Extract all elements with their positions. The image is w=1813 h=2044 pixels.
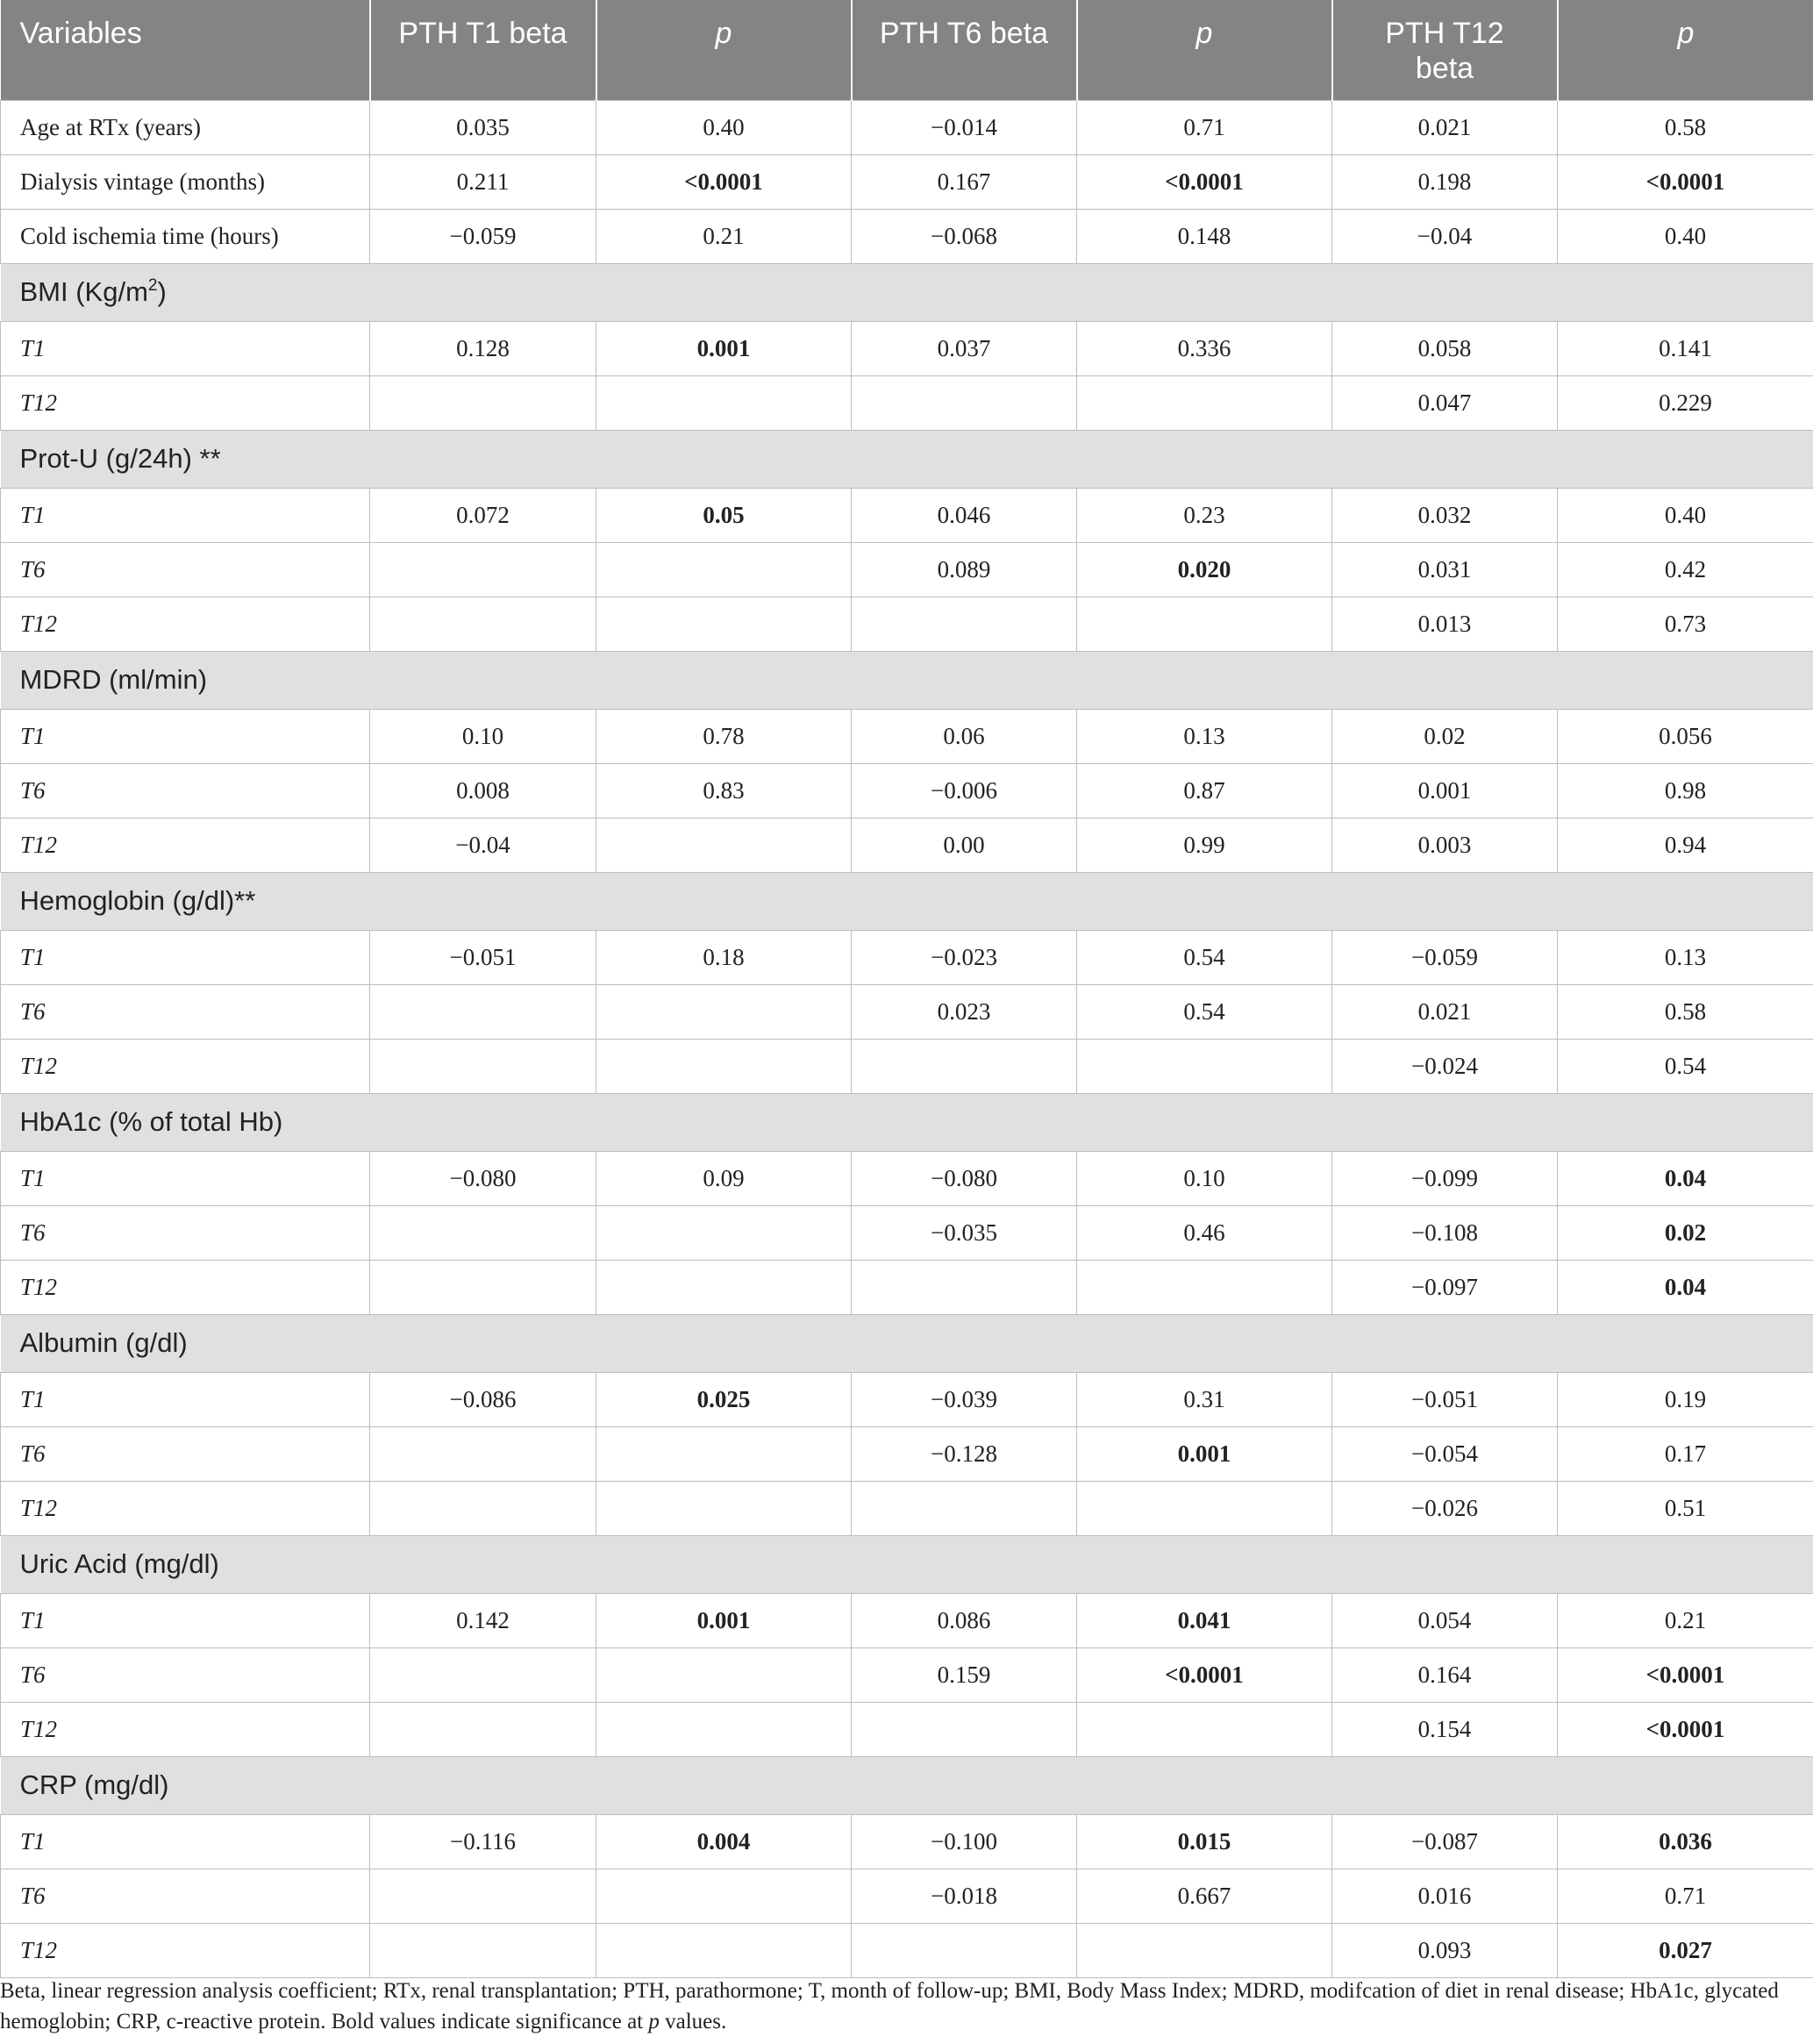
cell-t12-beta: −0.099 [1332,1151,1558,1205]
cell-t12-p: 0.19 [1558,1372,1813,1426]
cell-t1-p: 0.18 [596,930,852,984]
header-variables: Variables [1,0,370,100]
cell-t12-beta: 0.021 [1332,984,1558,1039]
cell-t6-p [1077,1039,1332,1093]
group-title: Hemoglobin (g/dl)** [1,872,1813,930]
group-title: Uric Acid (mg/dl) [1,1535,1813,1593]
cell-t6-p [1077,1923,1332,1977]
row-label: T12 [1,818,370,872]
group-header-albumin [1,1314,1813,1372]
cell-t1-beta: 0.128 [370,321,596,375]
cell-t12-beta: 0.02 [1332,709,1558,763]
cell-t1-p [596,597,852,651]
cell-t1-beta: −0.059 [370,209,596,263]
row-label: T1 [1,1814,370,1869]
cell-t12-beta: 0.032 [1332,488,1558,542]
group-title: Albumin (g/dl) [1,1314,1813,1372]
cell-t12-p: 0.056 [1558,709,1813,763]
cell-t12-p: 0.04 [1558,1260,1813,1314]
cell-t1-beta: −0.116 [370,1814,596,1869]
table-row-dialysis [1,154,1813,209]
cell-t6-beta [852,1702,1077,1756]
cell-t1-p [596,1426,852,1481]
cell-t1-beta [370,1702,596,1756]
table-row [1,1814,1813,1869]
row-label: T6 [1,984,370,1039]
cell-t12-beta: 0.031 [1332,542,1558,597]
cell-t12-beta: 0.164 [1332,1647,1558,1702]
cell-t1-p [596,1260,852,1314]
table-row [1,1702,1813,1756]
cell-t12-beta: 0.013 [1332,597,1558,651]
cell-t1-p [596,1923,852,1977]
cell-t12-p: 0.13 [1558,930,1813,984]
cell-t6-p [1077,1260,1332,1314]
cell-t12-p: 0.58 [1558,984,1813,1039]
cell-t6-p: 0.23 [1077,488,1332,542]
group-title: HbA1c (% of total Hb) [1,1093,1813,1151]
cell-t1-beta: 0.008 [370,763,596,818]
table-row [1,1481,1813,1535]
cell-t12-beta: −0.097 [1332,1260,1558,1314]
table-row [1,818,1813,872]
cell-t12-p: 0.04 [1558,1151,1813,1205]
row-label: Cold ischemia time (hours) [1,209,370,263]
cell-t1-p: 0.025 [596,1372,852,1426]
header-t12-beta: PTH T12 beta [1332,0,1558,100]
cell-t12-p: <0.0001 [1558,1647,1813,1702]
cell-t6-beta: 0.089 [852,542,1077,597]
cell-t6-beta: −0.128 [852,1426,1077,1481]
cell-t6-p: 0.13 [1077,709,1332,763]
table-row [1,1869,1813,1923]
cell-t12-beta: 0.003 [1332,818,1558,872]
table-row [1,321,1813,375]
cell-t1-p [596,542,852,597]
cell-t12-beta: −0.059 [1332,930,1558,984]
cell-t1-p [596,1205,852,1260]
cell-t1-beta: 0.10 [370,709,596,763]
cell-t1-p: 0.83 [596,763,852,818]
header-p-t12 [1558,0,1813,100]
cell-t6-beta: −0.068 [852,209,1077,263]
cell-t1-beta: −0.04 [370,818,596,872]
cell-t1-p [596,1647,852,1702]
table-row-cold-ischemia [1,209,1813,263]
cell-t6-beta: 0.167 [852,154,1077,209]
cell-t12-beta: −0.024 [1332,1039,1558,1093]
row-label: T6 [1,1426,370,1481]
cell-t6-p: <0.0001 [1077,154,1332,209]
row-label: T12 [1,1481,370,1535]
table-row [1,1151,1813,1205]
cell-t1-beta: 0.035 [370,100,596,154]
cell-t6-p [1077,375,1332,430]
cell-t12-p: 0.036 [1558,1814,1813,1869]
cell-t12-beta: 0.021 [1332,100,1558,154]
table-row [1,1593,1813,1647]
table-row [1,597,1813,651]
cell-t12-beta: 0.093 [1332,1923,1558,1977]
group-title: MDRD (ml/min) [1,651,1813,709]
cell-t6-beta: −0.006 [852,763,1077,818]
cell-t12-beta: −0.054 [1332,1426,1558,1481]
group-title: BMI $(Kg/m^2)$ [1,263,1813,321]
row-label: T12 [1,1702,370,1756]
row-label: T6 [1,542,370,597]
cell-t12-beta: 0.198 [1332,154,1558,209]
row-label: T12 [1,1039,370,1093]
cell-t12-beta: −0.087 [1332,1814,1558,1869]
cell-t12-p: 0.229 [1558,375,1813,430]
row-label: T1 [1,1151,370,1205]
header-p-label: p [715,17,732,50]
table-row [1,542,1813,597]
group-header-crp [1,1756,1813,1814]
table-row [1,1426,1813,1481]
cell-t1-p: 0.001 [596,1593,852,1647]
cell-t1-beta [370,597,596,651]
group-header-bmi [1,263,1813,321]
cell-t6-beta: 0.037 [852,321,1077,375]
cell-t12-beta: −0.051 [1332,1372,1558,1426]
cell-t1-beta [370,1260,596,1314]
table-footnote: Beta, linear regression analysis coefficient; RTx, renal transplantation; PTH, parathormone; T, month of follow-up; BMI, Body Mass Index; MDRD, modifcation of diet in renal disease; HbA1c, glycated hemoglobin; CRP, c-reactive protein. Bold values indicate significance at p values. [0,1979,1779,2033]
row-label: T1 [1,1372,370,1426]
row-label: T1 [1,321,370,375]
cell-t6-beta [852,1260,1077,1314]
cell-t1-beta [370,1923,596,1977]
cell-t6-p: 0.041 [1077,1593,1332,1647]
cell-t12-p: 0.42 [1558,542,1813,597]
cell-t12-p: <0.0001 [1558,154,1813,209]
header-p-label: p [1677,17,1695,50]
cell-t1-p: 0.09 [596,1151,852,1205]
table-row [1,1923,1813,1977]
group-title: CRP (mg/dl) [1,1756,1813,1814]
cell-t6-beta: −0.023 [852,930,1077,984]
cell-t1-beta [370,1205,596,1260]
cell-t12-p: 0.141 [1558,321,1813,375]
table-row [1,930,1813,984]
cell-t6-p: 0.667 [1077,1869,1332,1923]
cell-t12-beta: 0.016 [1332,1869,1558,1923]
cell-t6-beta: −0.080 [852,1151,1077,1205]
cell-t6-p: 0.46 [1077,1205,1332,1260]
cell-t1-beta: −0.051 [370,930,596,984]
row-label: T12 [1,1260,370,1314]
group-header-mdrd [1,651,1813,709]
cell-t1-beta: −0.086 [370,1372,596,1426]
cell-t6-p: 0.99 [1077,818,1332,872]
cell-t6-beta: −0.018 [852,1869,1077,1923]
cell-t1-beta [370,1647,596,1702]
cell-t1-beta: 0.142 [370,1593,596,1647]
row-label: T12 [1,375,370,430]
cell-t6-beta: 0.06 [852,709,1077,763]
cell-t1-p: 0.004 [596,1814,852,1869]
table-row [1,709,1813,763]
header-p-t6 [1077,0,1332,100]
cell-t6-p: 0.015 [1077,1814,1332,1869]
header-p-t1 [596,0,852,100]
header-p-label: p [1196,17,1213,50]
cell-t1-beta: 0.211 [370,154,596,209]
row-label: T6 [1,1205,370,1260]
cell-t1-p [596,984,852,1039]
cell-t6-p: 0.31 [1077,1372,1332,1426]
group-header-hemoglobin [1,872,1813,930]
cell-t6-beta [852,597,1077,651]
cell-t6-p: 0.020 [1077,542,1332,597]
cell-t1-p [596,375,852,430]
cell-t12-p: 0.94 [1558,818,1813,872]
cell-t12-p: 0.40 [1558,209,1813,263]
cell-t6-beta: −0.039 [852,1372,1077,1426]
cell-t12-beta: 0.001 [1332,763,1558,818]
row-label: T6 [1,763,370,818]
cell-t6-p: 0.10 [1077,1151,1332,1205]
table-row [1,763,1813,818]
cell-t6-beta: 0.086 [852,1593,1077,1647]
table-row [1,1205,1813,1260]
cell-t1-p [596,1481,852,1535]
cell-t6-p [1077,1481,1332,1535]
cell-t1-beta: −0.080 [370,1151,596,1205]
cell-t12-p: 0.98 [1558,763,1813,818]
group-header-uric-acid [1,1535,1813,1593]
cell-t6-beta: 0.046 [852,488,1077,542]
cell-t6-p: 0.336 [1077,321,1332,375]
cell-t6-beta: 0.00 [852,818,1077,872]
cell-t12-beta: −0.026 [1332,1481,1558,1535]
cell-t1-p: <0.0001 [596,154,852,209]
table-row-age [1,100,1813,154]
cell-t1-beta [370,1481,596,1535]
cell-t1-p: 0.78 [596,709,852,763]
cell-t1-beta [370,1869,596,1923]
cell-t6-beta: −0.100 [852,1814,1077,1869]
cell-t1-beta [370,1039,596,1093]
table-row [1,375,1813,430]
cell-t12-p: 0.51 [1558,1481,1813,1535]
cell-t6-p: 0.71 [1077,100,1332,154]
cell-t12-beta: −0.108 [1332,1205,1558,1260]
header-t1-beta: PTH T1 beta [370,0,596,100]
row-label: T6 [1,1647,370,1702]
group-header-hba1c [1,1093,1813,1151]
table-row [1,1372,1813,1426]
row-label: T1 [1,488,370,542]
cell-t1-beta [370,1426,596,1481]
cell-t6-beta [852,375,1077,430]
cell-t1-p [596,1869,852,1923]
cell-t1-p [596,1702,852,1756]
cell-t1-beta [370,542,596,597]
cell-t6-beta: 0.159 [852,1647,1077,1702]
cell-t6-beta: 0.023 [852,984,1077,1039]
cell-t12-beta: 0.047 [1332,375,1558,430]
cell-t12-p: 0.40 [1558,488,1813,542]
row-label: T1 [1,930,370,984]
cell-t6-beta: −0.035 [852,1205,1077,1260]
cell-t12-p: 0.027 [1558,1923,1813,1977]
cell-t6-beta [852,1481,1077,1535]
cell-t12-p: 0.54 [1558,1039,1813,1093]
cell-t1-beta [370,375,596,430]
cell-t12-beta: 0.054 [1332,1593,1558,1647]
cell-t12-beta: 0.154 [1332,1702,1558,1756]
row-label: Age at RTx (years) [1,100,370,154]
cell-t1-p: 0.21 [596,209,852,263]
table-row [1,984,1813,1039]
row-label: T12 [1,597,370,651]
cell-t12-p: 0.58 [1558,100,1813,154]
cell-t1-p [596,818,852,872]
cell-t12-beta: −0.04 [1332,209,1558,263]
cell-t6-beta [852,1039,1077,1093]
cell-t12-p: 0.17 [1558,1426,1813,1481]
cell-t12-p: 0.71 [1558,1869,1813,1923]
header-row [1,0,1813,100]
cell-t6-p: 0.001 [1077,1426,1332,1481]
row-label: T12 [1,1923,370,1977]
cell-t1-p: 0.001 [596,321,852,375]
cell-t1-p [596,1039,852,1093]
table-row [1,488,1813,542]
cell-t6-p: <0.0001 [1077,1647,1332,1702]
cell-t1-p: 0.40 [596,100,852,154]
row-label: T1 [1,709,370,763]
row-label: T6 [1,1869,370,1923]
table-row [1,1039,1813,1093]
cell-t6-p: 0.54 [1077,930,1332,984]
cell-t6-beta: −0.014 [852,100,1077,154]
cell-t1-beta [370,984,596,1039]
cell-t12-p: 0.21 [1558,1593,1813,1647]
cell-t6-p: 0.148 [1077,209,1332,263]
table-row [1,1647,1813,1702]
cell-t6-p: 0.87 [1077,763,1332,818]
row-label: Dialysis vintage (months) [1,154,370,209]
cell-t6-p: 0.54 [1077,984,1332,1039]
cell-t1-p: 0.05 [596,488,852,542]
group-header-protu [1,430,1813,488]
cell-t6-beta [852,1923,1077,1977]
group-title: Prot-U (g/24h) ** [1,430,1813,488]
row-label: T1 [1,1593,370,1647]
cell-t6-p [1077,597,1332,651]
header-t6-beta: PTH T6 beta [852,0,1077,100]
cell-t1-beta: 0.072 [370,488,596,542]
cell-t12-beta: 0.058 [1332,321,1558,375]
cell-t12-p: 0.02 [1558,1205,1813,1260]
cell-t12-p: <0.0001 [1558,1702,1813,1756]
cell-t12-p: 0.73 [1558,597,1813,651]
cell-t6-p [1077,1702,1332,1756]
table-row [1,1260,1813,1314]
